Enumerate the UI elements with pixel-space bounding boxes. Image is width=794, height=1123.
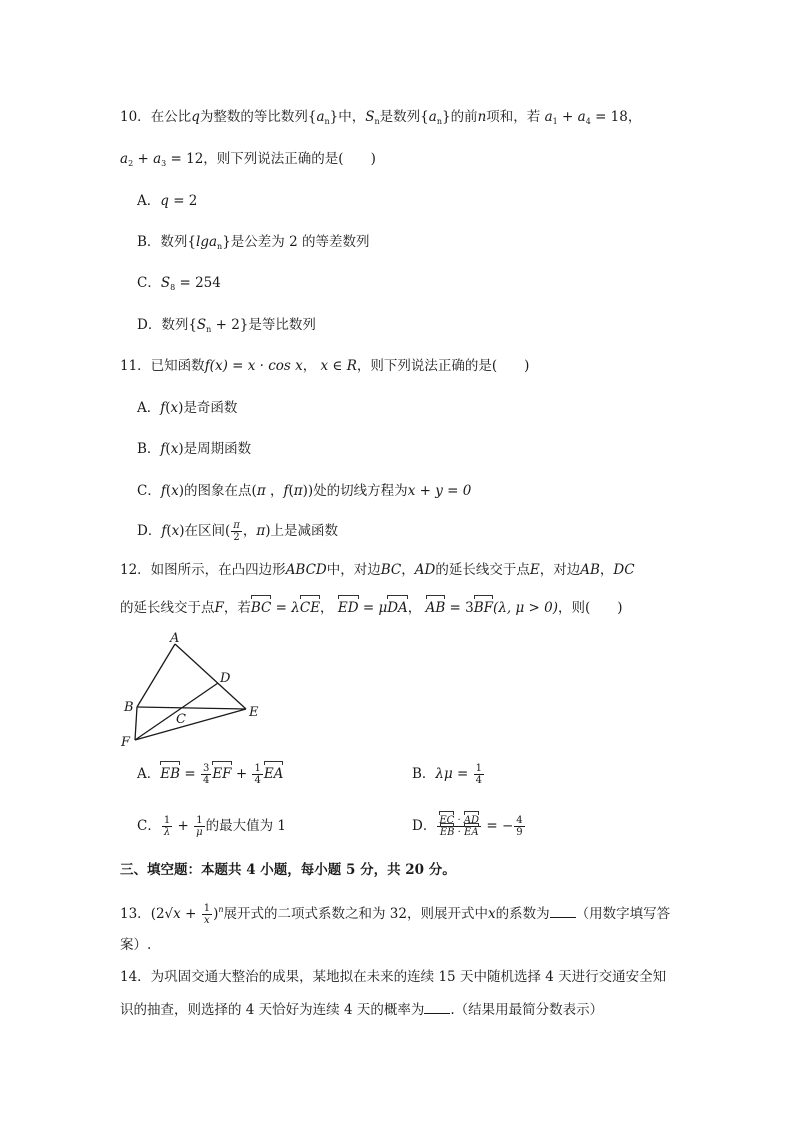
label-e: E <box>249 705 259 720</box>
q11-option-c: C．f(x)的图象在点(π ，f(π))处的切线方程为x + y = 0 <box>137 483 472 499</box>
q11-stem: 11．已知函数f(x) = x · cos x， x ∈ R，则下列说法正确的是( ) <box>120 358 530 374</box>
segment-fe <box>135 709 246 740</box>
segment-bf <box>135 707 137 740</box>
q13-line1: 13．(2√x + $\frac{1}{x}$ )$^n$展开式的二项式系数之和为 32，则展开式中x的系数为 （用数字填写答 <box>120 903 671 926</box>
segment-ab <box>137 644 175 707</box>
quadrilateral-figure <box>118 630 278 750</box>
label-a: A <box>170 631 180 646</box>
q12-line2: 的延长线交于点F，若BC = λCE， ED = μDA， AB = 3BF(λ, μ > 0)，则( ) <box>120 600 623 616</box>
segment-ae <box>175 644 246 709</box>
q10-option-c: C．$S_8 = 254$ <box>137 275 221 292</box>
q10-option-d: D．数列$\{S_n + 2\}$是等比数列 <box>137 317 316 334</box>
q12-line1: 12．如图所示，在凸四边形ABCD中，对边BC，AD的延长线交于点E，对边AB，DC <box>120 562 635 578</box>
q11-option-b: B．f(x)是周期函数 <box>137 441 252 457</box>
q10-line1: 10．在公比q为整数的等比数列$\{a_n\}$中，$S_n$是数列$\{a_n\}$的前n项和，若 $a_1 + a_4 = 18$， <box>120 109 642 126</box>
q11-option-d: D．f(x)在区间( $\frac{\pi}{2}$ ，π)上是减函数 <box>137 520 339 543</box>
q13-line2: 案）. <box>120 937 152 953</box>
label-b: B <box>124 700 134 715</box>
label-d: D <box>220 671 231 686</box>
segment-be <box>137 707 246 709</box>
q12-option-d: D． $\frac{EC \cdot AD}{EB \cdot EA}$ = − $\frac{4}{9}$ <box>412 815 523 838</box>
q12-option-a: A．EB = $\frac{3}{4}$ EF + $\frac{1}{4}$ EA <box>137 763 284 786</box>
q14-line2: 识的抽查，则选择的 4 天恰好为连续 4 天的概率为 .（结果用最简分数表示） <box>120 1002 604 1018</box>
q10-line2: $a_2 + a_3 = 12$，则下列说法正确的是( ) <box>120 151 376 168</box>
q13-answer-blank[interactable] <box>550 905 576 918</box>
section-3-heading: 三、填空题：本题共 4 小题，每小题 5 分，共 20 分。 <box>120 862 456 878</box>
q11-option-a: A．f(x)是奇函数 <box>137 400 238 416</box>
q10-option-b: B．数列{lga$_n$}是公差为 2 的等差数列 <box>137 234 370 251</box>
q14-line1: 14．为巩固交通大整治的成果，某地拟在未来的连续 15 天中随机选择 4 天进行交通安全知 <box>120 969 667 985</box>
q12-option-c: C． $\frac{1}{\lambda}$ + $\frac{1}{\mu}$ 的最大值为 1 <box>137 815 287 838</box>
q14-answer-blank[interactable] <box>424 1001 450 1014</box>
label-c: C <box>176 712 186 727</box>
label-f: F <box>121 735 131 750</box>
q12-option-b: B．λμ = $\frac{1}{4}$ <box>412 763 483 786</box>
q10-option-a: A．q = 2 <box>137 193 198 209</box>
